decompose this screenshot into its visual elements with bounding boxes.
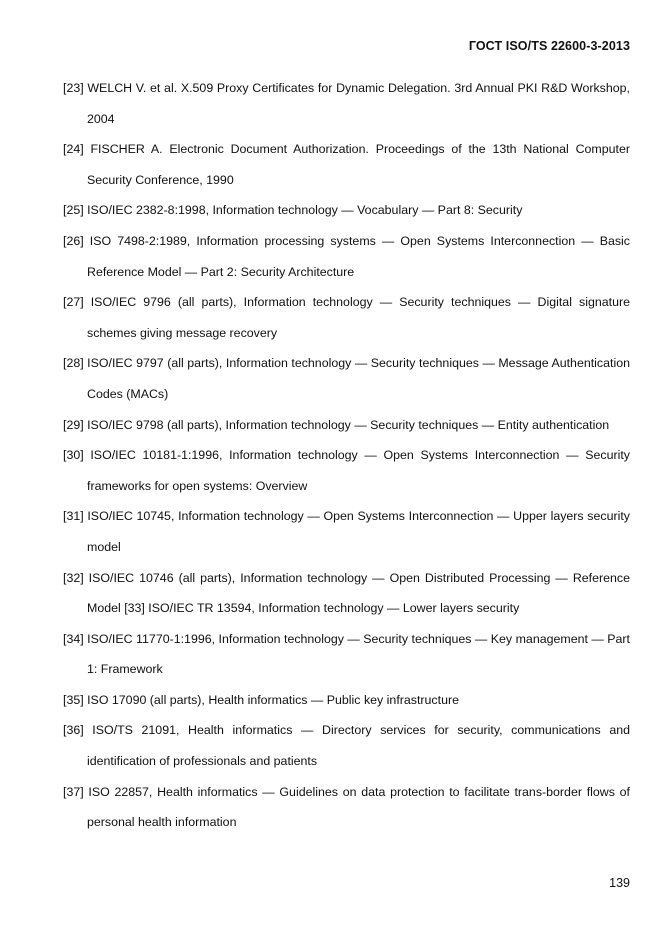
reference-24: [24] FISCHER A. Electronic Document Authorization. Proceedings of the 13th National Computer Security Conference, 1990 [63, 142, 630, 187]
references-list [63, 73, 630, 838]
reference-29: [29] ISO/IEC 9798 (all parts), Information technology — Security techniques — Entity authentication [63, 417, 610, 432]
reference-37: [37] ISO 22857, Health informatics — Guidelines on data protection to facilitate trans-border flows of personal health information [63, 784, 630, 830]
document-header: ГОСТ ISO/TS 22600-3-2013 [468, 39, 630, 53]
reference-26: [26] ISO 7498-2:1989, Information processing systems — Open Systems Interconnection — Basic Reference Model — Part 2: Security Architecture [63, 233, 630, 279]
reference-35: [35] ISO 17090 (all parts), Health informatics — Public key infrastructure [63, 692, 459, 707]
reference-28: [28] ISO/IEC 9797 (all parts), Information technology — Security techniques — Message Authentication Codes (MACs) [63, 356, 630, 401]
reference-32-33: [32] ISO/IEC 10746 (all parts), Information technology — Open Distributed Processing — Reference Model [33] ISO/IEC TR 13594, Information technology — Lower layers security [63, 570, 630, 616]
reference-23: [23] WELCH V. et al. X.509 Proxy Certificates for Dynamic Delegation. 3rd Annual PKI R&D Workshop, 2004 [63, 81, 630, 126]
page-number: 139 [609, 876, 630, 890]
reference-25: [25] ISO/IEC 2382-8:1998, Information technology — Vocabulary — Part 8: Security [63, 203, 523, 218]
reference-34: [34] ISO/IEC 11770-1:1996, Information technology — Security techniques — Key management — Part 1: Framework [63, 631, 630, 677]
reference-27: [27] ISO/IEC 9796 (all parts), Information technology — Security techniques — Digital signature schemes giving message recovery [63, 295, 630, 340]
reference-36: [36] ISO/TS 21091, Health informatics — Directory services for security, communications and identification of professionals and patients [63, 723, 630, 769]
reference-30: [30] ISO/IEC 10181-1:1996, Information technology — Open Systems Interconnection — Security frameworks for open systems: Overview [63, 448, 630, 493]
reference-31: [31] ISO/IEC 10745, Information technology — Open Systems Interconnection — Upper layers security model [63, 509, 630, 554]
